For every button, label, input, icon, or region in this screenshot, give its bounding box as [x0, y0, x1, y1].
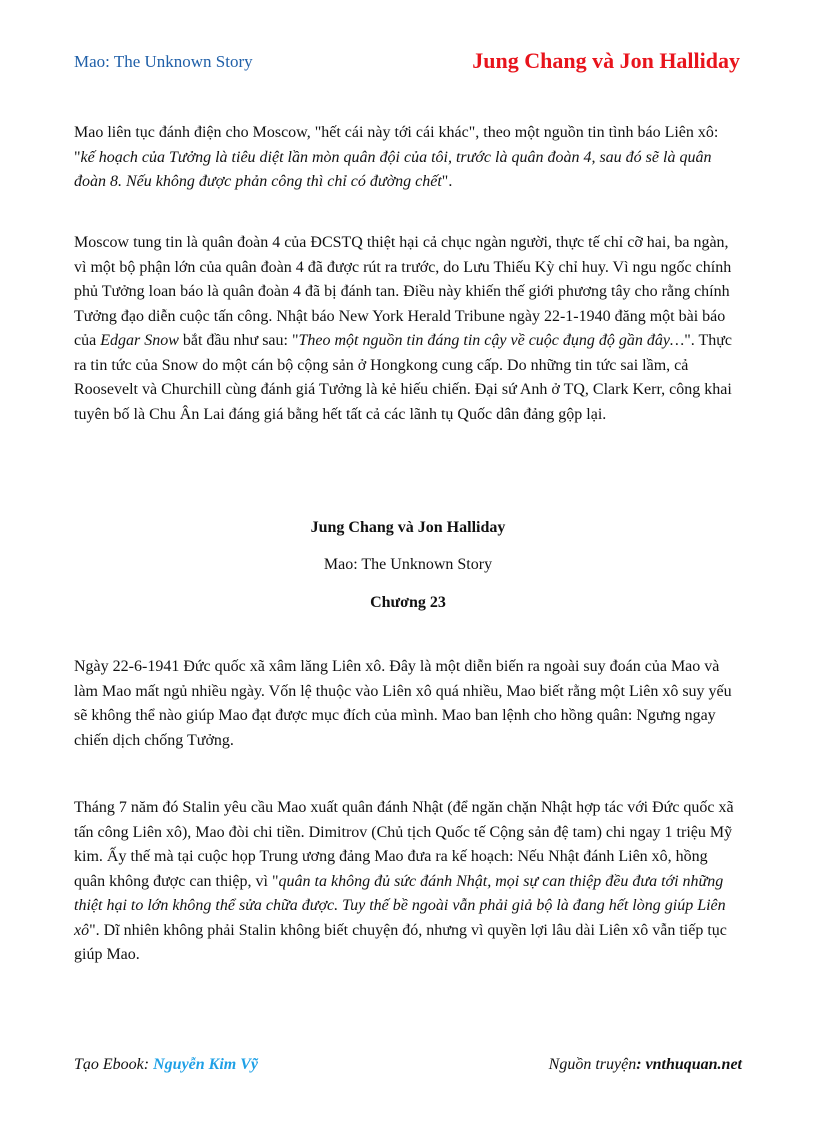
header-book-title: Mao: The Unknown Story — [74, 52, 253, 71]
text-run: Tháng 7 năm đó Stalin yêu cầu Mao xuất quân đánh Nhật (để ngăn chặn Nhật hợp tác với Đức quốc xã tấn công Liên xô), Mao đòi chi tiền. Dimitrov (Chủ tịch Quốc tế Cộng sản đệ tam) chi ngay 1 triệu Mỹ kim. Ấy thế mà tại cuộc họp Trung ương đảng Mao đưa ra kế hoạch: Nếu Nhật đánh Liên xô, hồng quân không được can thiệp, vì " — [74, 799, 734, 890]
text-run: Mao liên tục đánh điện cho Moscow, "hết cái này tới cái khác", theo một nguồn tin tình báo Liên xô: " — [74, 124, 719, 166]
text-run: ". — [441, 173, 453, 190]
text-run: Ngày 22-6-1941 Đức quốc xã xâm lăng Liên xô. Đây là một diễn biến ra ngoài suy đoán của Mao và làm Mao mất ngủ nhiều ngày. Vốn lệ thuộc vào Liên xô quá nhiều, Mao biết rằng một Liên xô suy yếu sẽ không thể nào giúp Mao đạt được mục đích của mình. Mao ban lệnh cho hồng quân: Ngưng ngay chiến dịch chống Tưởng. — [74, 658, 732, 749]
italic-text-run: Edgar Snow — [100, 332, 179, 349]
footer-ebook-credit — [74, 1056, 258, 1074]
footer-ebook-label: Tạo Ebook — [74, 1056, 144, 1073]
paragraph — [74, 231, 742, 427]
footer-ebook-creator: Nguyễn Kim Vỹ — [153, 1056, 258, 1073]
footer-source-label: Nguồn truyện — [548, 1056, 637, 1073]
footer-source-site: vnthuquan.net — [645, 1056, 742, 1073]
footer-source-credit — [549, 1056, 742, 1074]
text-run: ". Thực ra tin tức của Snow do một cán bộ cộng sản ở Hongkong cung cấp. Do những tin tức sai lầm, cả Roosevelt và Churchill cùng đánh giá Tưởng là kẻ hiếu chiến. Đại sứ Anh ở TQ, Clark Kerr, công khai tuyên bố là Chu Ân Lai đáng giá bằng hết tất cả các lãnh tụ Quốc dân đảng gộp lại. — [74, 332, 733, 423]
paragraph — [74, 655, 742, 753]
text-run: ". Dĩ nhiên không phải Stalin không biết chuyện đó, nhưng vì quyền lợi lâu dài Liên xô vẫn tiếp tục giúp Mao. — [74, 921, 727, 963]
italic-text-run: quân ta không đủ sức đánh Nhật, mọi sự can thiệp đều đưa tới những thiệt hại to lớn không thể sửa chữa được. Tuy thế bề ngoài vẫn phải giả bộ là đang hết lòng giúp Liên xô — [74, 872, 726, 939]
footer-ebook-colon: : — [143, 1056, 154, 1073]
chapter-book-title: Mao: The Unknown Story — [323, 556, 493, 573]
italic-text-run: Theo một nguồn tin đáng tin cậy về cuộc đụng độ gần đây… — [298, 332, 685, 349]
chapter-label: Chương 23 — [370, 594, 446, 611]
italic-text-run: kế hoạch của Tưởng là tiêu diệt lần mòn quân đội của tôi, trước là quân đoàn 4, sau đó sẽ là quân đoàn 8. Nếu không được phản công thì chỉ có đường chết — [74, 148, 712, 190]
paragraph — [74, 796, 742, 968]
footer-source-colon: : — [636, 1056, 646, 1073]
header-authors: Jung Chang và Jon Halliday — [472, 48, 740, 73]
chapter-authors: Jung Chang và Jon Halliday — [310, 519, 506, 536]
text-run: bắt đầu như sau: " — [178, 332, 299, 349]
text-run: Moscow tung tin là quân đoàn 4 của ĐCSTQ thiệt hại cả chục ngàn người, thực tế chỉ cỡ hai, ba ngàn, vì một bộ phận lớn của quân đoàn 4 đã được rút ra trước, do Lưu Thiếu Kỳ chỉ huy. Vì ngu ngốc chính phủ Tưởng loan báo là quân đoàn 4 đã bị đánh tan. Điều này khiến thế giới phương tây cho rằng chính Tưởng đạo diễn cuộc tấn công. Nhật báo New York Herald Tribune ngày 22-1-1940 đăng một bài báo của — [74, 234, 732, 349]
paragraph — [74, 121, 742, 195]
